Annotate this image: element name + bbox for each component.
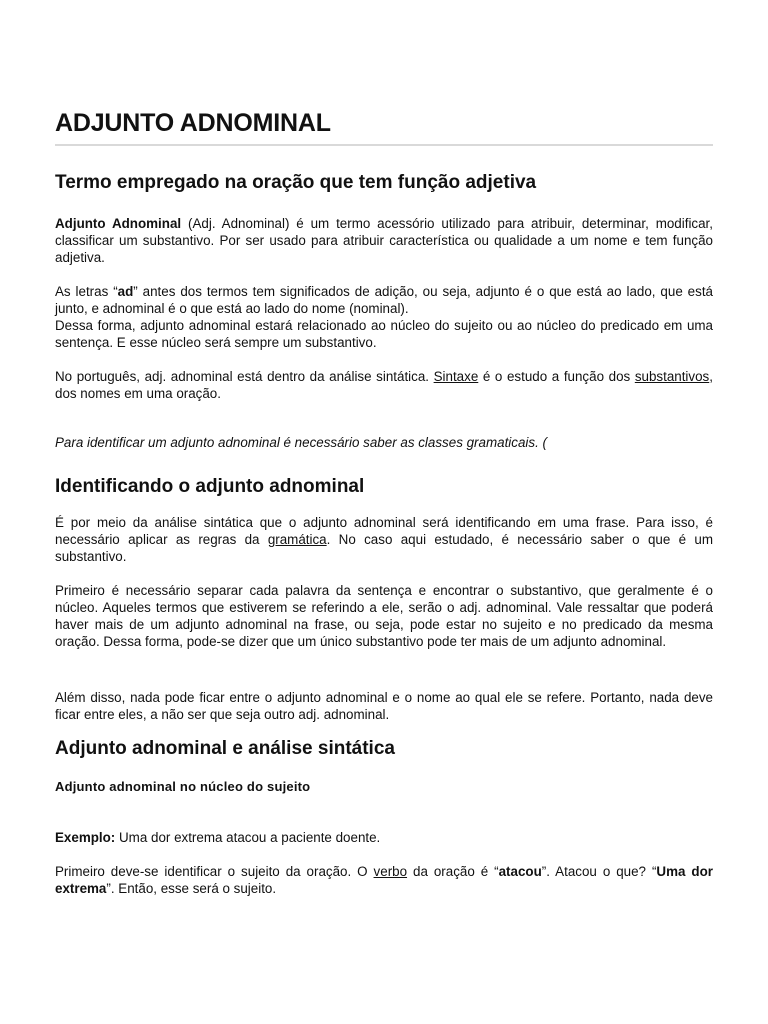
link-gramatica[interactable]: gramática — [267, 532, 327, 547]
text: As letras “ — [55, 284, 118, 299]
title-divider — [55, 144, 713, 146]
term-bold: ad — [117, 284, 134, 299]
paragraph-exemplo — [55, 829, 713, 846]
text: ”. Atacou o que? “ — [541, 864, 657, 879]
paragraph-letters-ad — [55, 283, 713, 351]
text: No português, adj. adnominal está dentro da análise sintática. — [55, 369, 434, 384]
text: . No caso aqui estudado, é necessário saber o que é um substantivo. — [55, 532, 713, 564]
paragraph-alem-disso: Além disso, nada pode ficar entre o adjunto adnominal e o nome ao qual ele se refere. Portanto, nada deve ficar entre eles, a não ser que seja outro adj. adnominal. — [55, 690, 713, 722]
section-heading-termo: Termo empregado na oração que tem função adjetiva — [55, 172, 537, 193]
text: é o estudo a função dos — [478, 369, 635, 384]
text: É por meio da análise sintática que o adjunto adnominal será identificando em uma frase. Para isso, é necessário aplicar as regras da — [55, 515, 713, 547]
text: Primeiro deve-se identificar o sujeito da oração. O — [55, 864, 374, 879]
paragraph-definition — [55, 215, 713, 266]
subsection-heading-nucleo: Adjunto adnominal no núcleo do sujeito — [55, 779, 311, 794]
paragraph-sujeito — [55, 863, 713, 897]
text: ”. Então, esse será o sujeito. — [106, 881, 277, 896]
note-italic: Para identificar um adjunto adnominal é necessário saber as classes gramaticais. ( — [55, 435, 547, 450]
link-substantivos[interactable]: substantivos — [634, 369, 710, 384]
link-sintaxe[interactable]: Sintaxe — [433, 369, 479, 384]
link-verbo[interactable]: verbo — [373, 864, 408, 879]
text: da oração é “ — [407, 864, 499, 879]
paragraph-analise — [55, 514, 713, 565]
term-bold: Uma dor extrema — [55, 864, 713, 896]
term-bold: Adjunto Adnominal — [55, 216, 182, 231]
text: (Adj. Adnominal) é um termo acessório utilizado para atribuir, determinar, modificar, classificar um substantivo. Por ser usado para atribuir característica ou qualidade a um nome e tem função adjetiva. — [55, 216, 713, 265]
text: Dessa forma, adjunto adnominal estará relacionado ao núcleo do sujeito ou ao núcleo do predicado em uma sentença. E esse núcleo será sempre um substantivo. — [55, 318, 713, 350]
label-bold: Exemplo: — [55, 830, 116, 845]
paragraph-primeiro: Primeiro é necessário separar cada palavra da sentença e encontrar o substantivo, que geralmente é o núcleo. Aqueles termos que estiverem se referindo a ele, serão o adj. adnominal. Vale ressaltar que poderá haver mais de um adjunto adnominal na frase, ou seja, pode estar no sujeito e no predicado da mesma oração. Dessa forma, pode-se dizer que um único substantivo pode ter mais de um adjunto adnominal. — [55, 583, 713, 649]
paragraph-sintaxe — [55, 368, 713, 402]
text: Uma dor extrema atacou a paciente doente. — [115, 830, 381, 845]
page-title: ADJUNTO ADNOMINAL — [55, 109, 331, 137]
section-heading-identificando: Identificando o adjunto adnominal — [55, 476, 365, 497]
term-bold: atacou — [498, 864, 542, 879]
section-heading-analise: Adjunto adnominal e análise sintática — [55, 738, 395, 759]
text: , dos nomes em uma oração. — [55, 369, 713, 401]
text: ” antes dos termos tem significados de adição, ou seja, adjunto é o que está ao lado, que está junto, e adnominal é o que está ao lado do nome (nominal). — [55, 284, 713, 316]
